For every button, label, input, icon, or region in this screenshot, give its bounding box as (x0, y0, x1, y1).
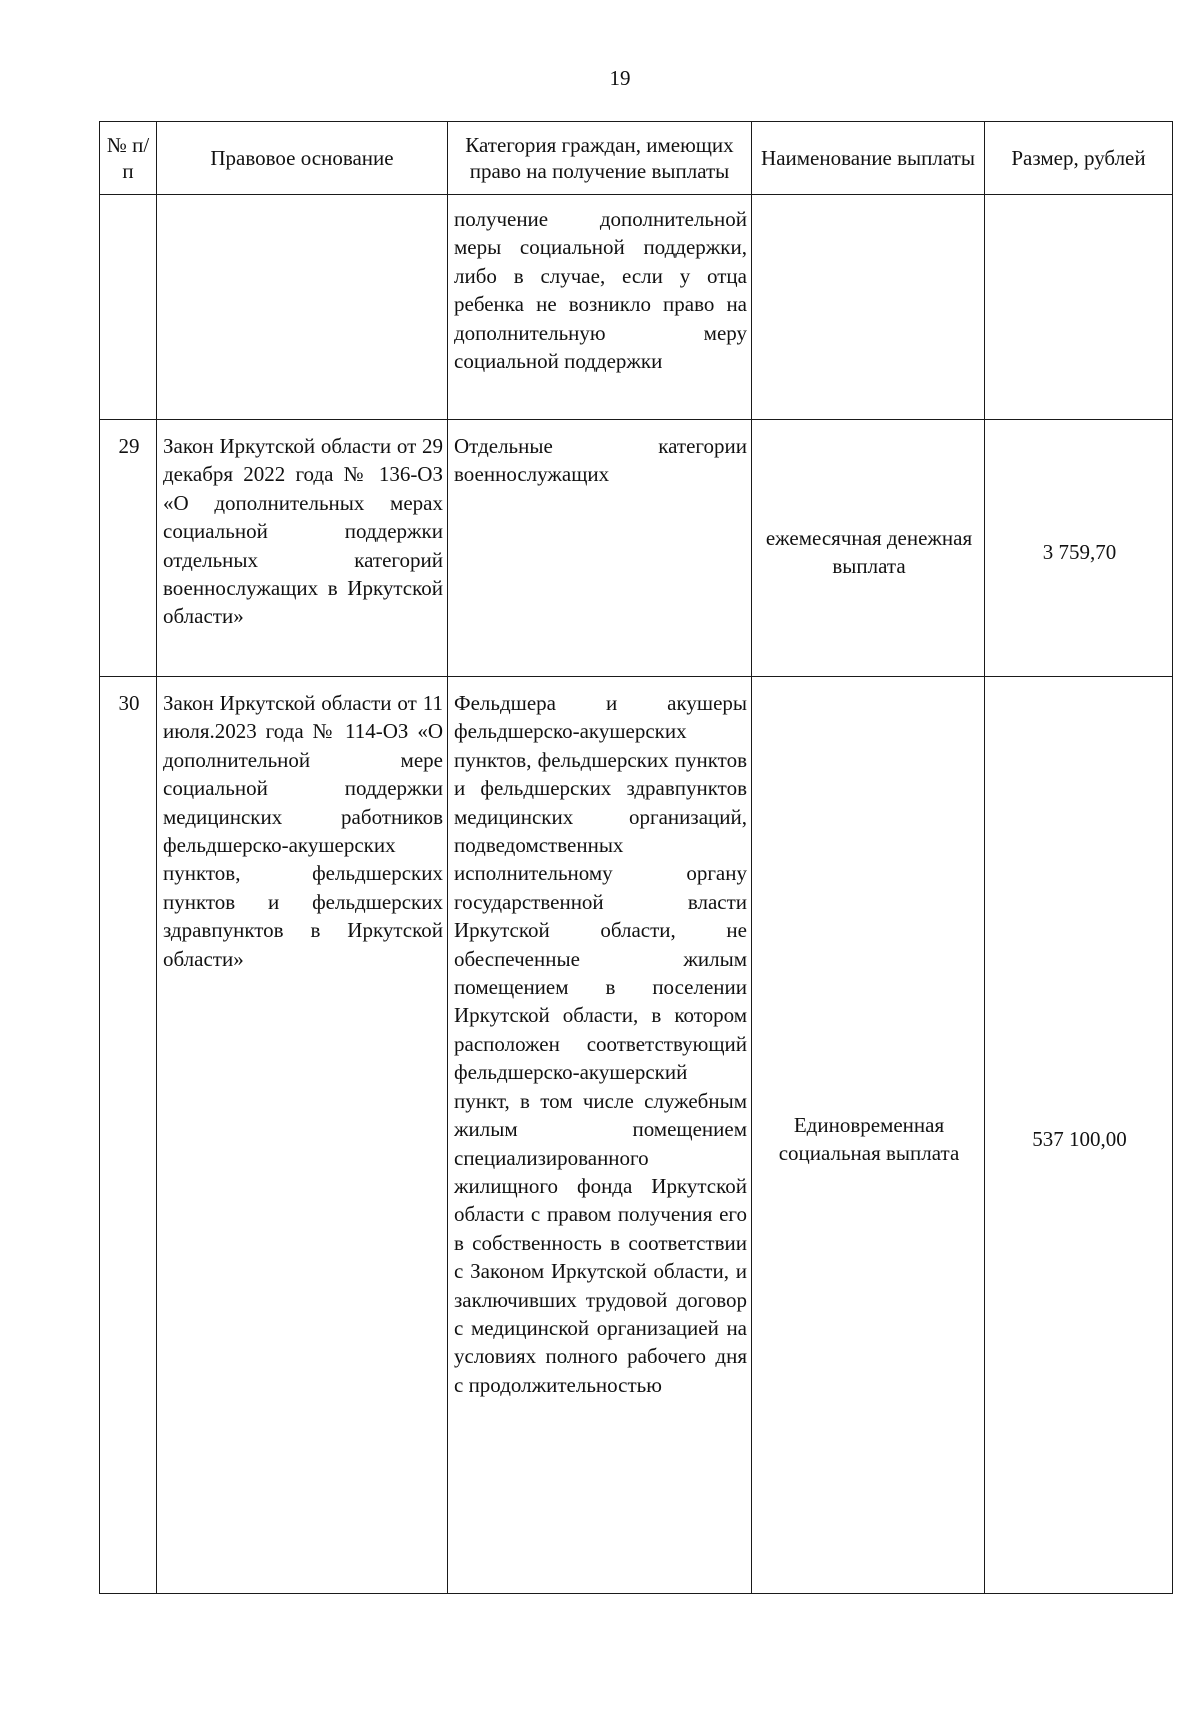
table-row (100, 420, 1173, 677)
row-category: Фельдшера и акушеры фельдшерско-акушерских пунктов, фельдшерских пунктов и фельдшерских здравпунктов медицинских организаций, подведомственных исполнительному органу государственной власти Иркутской области, не обеспеченные жилым помещением в поселении Иркутской области, в котором расположен соответствующий фельдшерско-акушерский пункт, в том числе служебным жилым помещением специализированного жилищного фонда Иркутской области с правом получения его в собственность в соответствии с Законом Иркутской области, и заключивших трудовой договор с медицинской организацией на условиях полного рабочего дня с продолжительностью (448, 677, 752, 1594)
row-num: 30 (100, 677, 157, 1594)
row-category: получение дополнительной меры социальной поддержки, либо в случае, если у отца ребенка не возникло право на дополнительную меру социальной поддержки (448, 195, 752, 420)
row-num (100, 195, 157, 420)
header-payment-name: Наименование выплаты (752, 122, 985, 195)
table-header-row (100, 122, 1173, 195)
header-num: № п/п (100, 122, 157, 195)
row-payment-name (752, 195, 985, 420)
row-amount: 537 100,00 (985, 677, 1173, 1594)
table-row (100, 195, 1173, 420)
payments-table (99, 121, 1173, 1594)
row-num: 29 (100, 420, 157, 677)
row-amount (985, 195, 1173, 420)
row-basis: Закон Иркутской области от 11 июля.2023 года № 114-ОЗ «О дополнительной мере социальной поддержки медицинских работников фельдшерско-акушерских пунктов, фельдшерских пунктов и фельдшерских здравпунктов в Иркутской области» (157, 677, 448, 1594)
row-payment-name: Единовременная социальная выплата (752, 677, 985, 1594)
header-category: Категория граждан, имеющих право на получение выплаты (448, 122, 752, 195)
row-payment-name: ежемесячная денежная выплата (752, 420, 985, 677)
header-amount: Размер, рублей (985, 122, 1173, 195)
header-basis: Правовое основание (157, 122, 448, 195)
row-basis (157, 195, 448, 420)
page-number: 19 (609, 66, 631, 90)
row-amount: 3 759,70 (985, 420, 1173, 677)
row-category: Отдельные категории военнослужащих (448, 420, 752, 677)
table-row (100, 677, 1173, 1594)
row-basis: Закон Иркутской области от 29 декабря 2022 года № 136-ОЗ «О дополнительных мерах социальной поддержки отдельных категорий военнослужащих в Иркутской области» (157, 420, 448, 677)
